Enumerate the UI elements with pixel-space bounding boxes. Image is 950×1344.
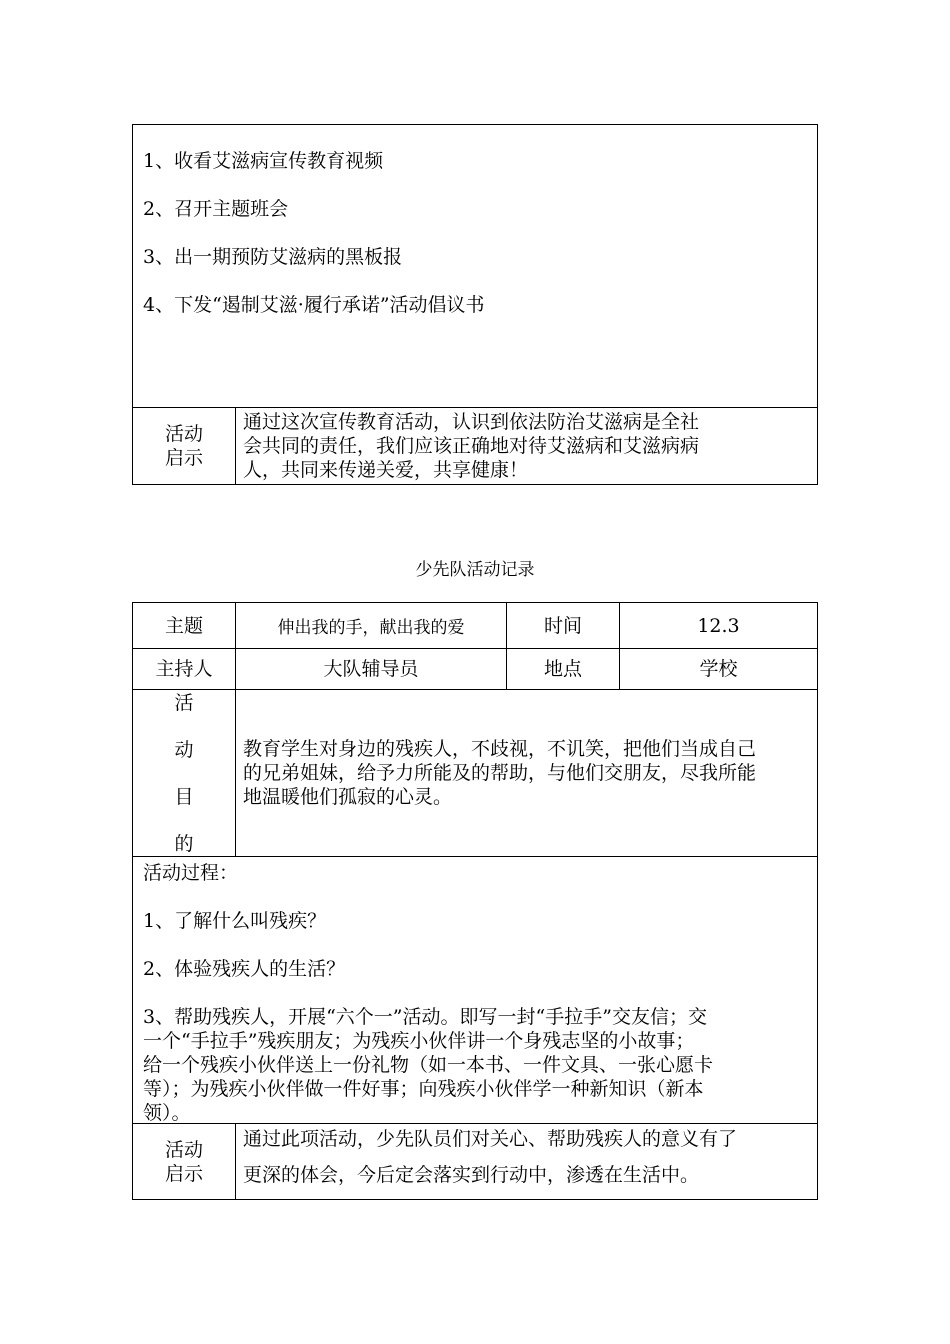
page-title: 少先队活动记录 xyxy=(415,559,535,580)
process-step-line: 一个“手拉手”残疾朋友；为残疾小伙伴讲一个身残志坚的小故事； xyxy=(143,1030,695,1052)
purpose-label-char: 的 xyxy=(174,833,194,855)
purpose-label-char: 目 xyxy=(174,786,194,808)
purpose-text xyxy=(243,737,813,809)
process-step-line: 领）。 xyxy=(143,1102,191,1124)
host-label: 主持人 xyxy=(155,658,213,680)
process-step-line: 3、帮助残疾人，开展“六个一”活动。即写一封“手拉手”交友信；交 xyxy=(143,1006,707,1028)
insight-label-line: 启示 xyxy=(164,447,203,469)
insight-line: 人，共同来传递关爱，共享健康！ xyxy=(243,459,529,481)
purpose-line: 的兄弟姐妹，给予力所能及的帮助，与他们交朋友，尽我所能 xyxy=(243,762,757,784)
place-label: 地点 xyxy=(543,658,582,680)
record-table-2 xyxy=(132,602,818,1200)
process-title: 活动过程： xyxy=(143,862,239,884)
column-divider xyxy=(235,1123,236,1199)
step-item: 4、下发“遏制艾滋·履行承诺”活动倡议书 xyxy=(143,294,485,316)
process-step: 2、体验残疾人的生活？ xyxy=(143,958,346,980)
column-divider xyxy=(235,407,236,484)
insight-line: 通过此项活动，少先队员们对关心、帮助残疾人的意义有了 xyxy=(243,1128,738,1150)
insight-label-line: 活动 xyxy=(164,423,203,445)
host-value: 大队辅导员 xyxy=(323,658,419,680)
insight-line: 更深的体会，今后定会落实到行动中，渗透在生活中。 xyxy=(243,1164,700,1186)
insight-label xyxy=(133,1124,235,1199)
process-step-line: 等）；为残疾小伙伴做一件好事；向残疾小伙伴学一种新知识（新本 xyxy=(143,1078,704,1100)
time-value: 12.3 xyxy=(697,614,740,637)
activity-steps xyxy=(143,149,803,317)
purpose-line: 地温暖他们孤寂的心灵。 xyxy=(243,786,453,808)
process-section xyxy=(143,861,813,1125)
insight-label xyxy=(133,408,235,484)
step-item: 3、出一期预防艾滋病的黑板报 xyxy=(143,246,403,268)
step-item: 1、收看艾滋病宣传教育视频 xyxy=(143,150,384,172)
insight-text xyxy=(243,1127,813,1187)
row-divider xyxy=(133,856,817,857)
insight-line: 通过这次宣传教育活动，认识到依法防治艾滋病是全社 xyxy=(243,411,700,433)
purpose-label xyxy=(133,691,235,855)
record-table-1 xyxy=(132,124,818,485)
theme-label: 主题 xyxy=(164,614,203,637)
process-step-line: 给一个残疾小伙伴送上一份礼物（如一本书、一件文具、一张心愿卡 xyxy=(143,1054,714,1076)
process-step: 1、了解什么叫残疾？ xyxy=(143,910,327,932)
step-item: 2、召开主题班会 xyxy=(143,198,289,220)
purpose-line: 教育学生对身边的残疾人，不歧视，不讥笑，把他们当成自己 xyxy=(243,738,757,760)
insight-label-line: 活动 xyxy=(164,1138,203,1161)
insight-line: 会共同的责任，我们应该正确地对待艾滋病和艾滋病病 xyxy=(243,435,700,457)
purpose-label-char: 活 xyxy=(174,692,194,714)
insight-label-line: 启示 xyxy=(164,1162,203,1185)
place-value: 学校 xyxy=(699,658,738,680)
purpose-label-char: 动 xyxy=(174,739,194,761)
theme-value: 伸出我的手，献出我的爱 xyxy=(277,618,465,638)
insight-text xyxy=(243,410,813,482)
time-label: 时间 xyxy=(543,614,582,637)
